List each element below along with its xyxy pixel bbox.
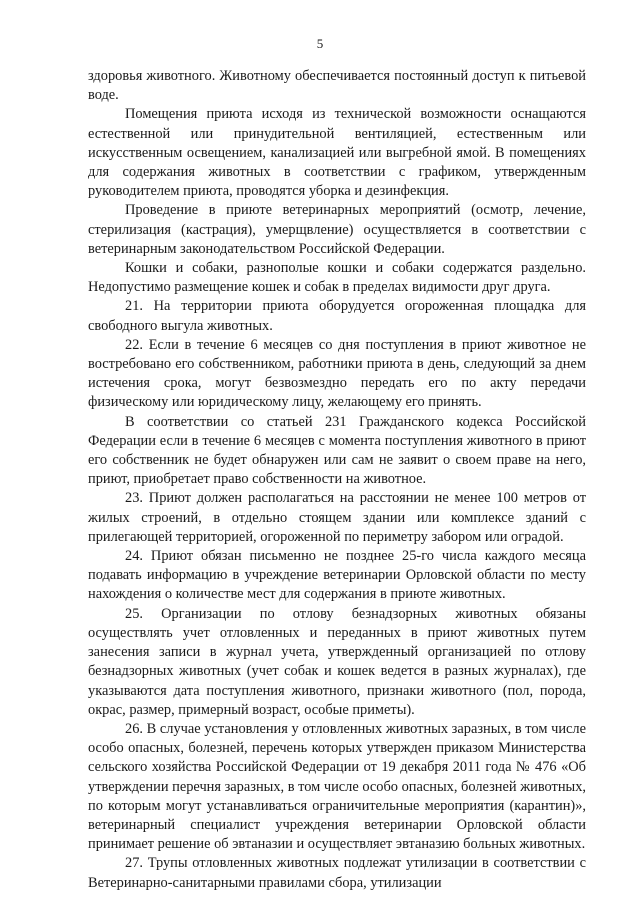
paragraph-shelter-premises: Помещения приюта исходя из технической возможности оснащаются естественной или принудительной вентиляцией, естественным или искусственным освещением, канализацией или выгребной ямой. В помещениях для содержания животных в соответствии с графиком, утвержденным руководителем приюта, проводятся уборка и дезинфекция. [88, 106, 586, 200]
paragraph-item-22: 22. Если в течение 6 месяцев со дня поступления в приют животное не востребовано его собственником, работники приюта в день, следующий за днем истечения срока, могут безвозмездно передать его по акту передачи физическому или юридическому лицу, желающему его принять. [88, 336, 586, 411]
paragraph-civil-code: В соответствии со статьей 231 Гражданского кодекса Российской Федерации если в течение 6 месяцев с момента поступления животного в приют его собственник не будет обнаружен или сам не заявит о своем праве на него, приют, приобретает право собственности на животное. [88, 413, 586, 488]
paragraph-item-26: 26. В случае установления у отловленных животных заразных, в том числе особо опасных, болезней, перечень которых утвержден приказом Министерства сельского хозяйства Российской Федерации от 19 декабря 2011 года № 476 «Об утверждении перечня заразных, в том числе особо опасных, болезней животных, по которым могут устанавливаться ограничительные мероприятия (карантин)», ветеринарный специалист учреждения ветеринарии Орловской области принимает решение об эвтаназии и осуществляет эвтаназию больных животных. [88, 720, 586, 853]
paragraph-item-24: 24. Приют обязан письменно не позднее 25-го числа каждого месяца подавать информацию в учреждение ветеринарии Орловской области по месту нахождения о количестве мест для содержания в приюте животных. [88, 548, 586, 603]
paragraph-item-25: 25. Организации по отлову безнадзорных животных обязаны осуществлять учет отловленных и переданных в приют животных путем занесения записи в журнал учета, утвержденный организацией по отлову безнадзорных животных (учет собак и кошек ведется в разных журналах), где указываются дата поступления животного, признаки животного (пол, порода, окрас, размер, примерный возраст, особые приметы). [88, 605, 586, 718]
paragraph-item-27: 27. Трупы отловленных животных подлежат утилизации в соответствии с Ветеринарно-санитарными правилами сбора, утилизации [88, 855, 586, 891]
paragraph-item-23: 23. Приют должен располагаться на расстоянии не менее 100 метров от жилых строений, в отдельно стоящем здании или комплексе зданий с прилегающей территорией, огороженной по периметру забором или оградой. [88, 490, 586, 545]
paragraph-item-21: 21. На территории приюта оборудуется огороженная площадка для свободного выгула животных. [88, 298, 586, 334]
paragraph-continuation: здоровья животного. Животному обеспечивается постоянный доступ к питьевой воде. [88, 68, 586, 104]
page-number: 5 [316, 36, 324, 51]
paragraph-veterinary-measures: Проведение в приюте ветеринарных мероприятий (осмотр, лечение, стерилизация (кастрация), умерщвление) осуществляется в соответствии с ветеринарным законодательством Российской Федерации. [88, 202, 586, 257]
document-body [88, 67, 586, 893]
paragraph-cats-dogs-separation: Кошки и собаки, разнополые кошки и собаки содержатся раздельно. Недопустимо размещение кошек и собак в пределах видимости друг друга. [88, 260, 586, 296]
